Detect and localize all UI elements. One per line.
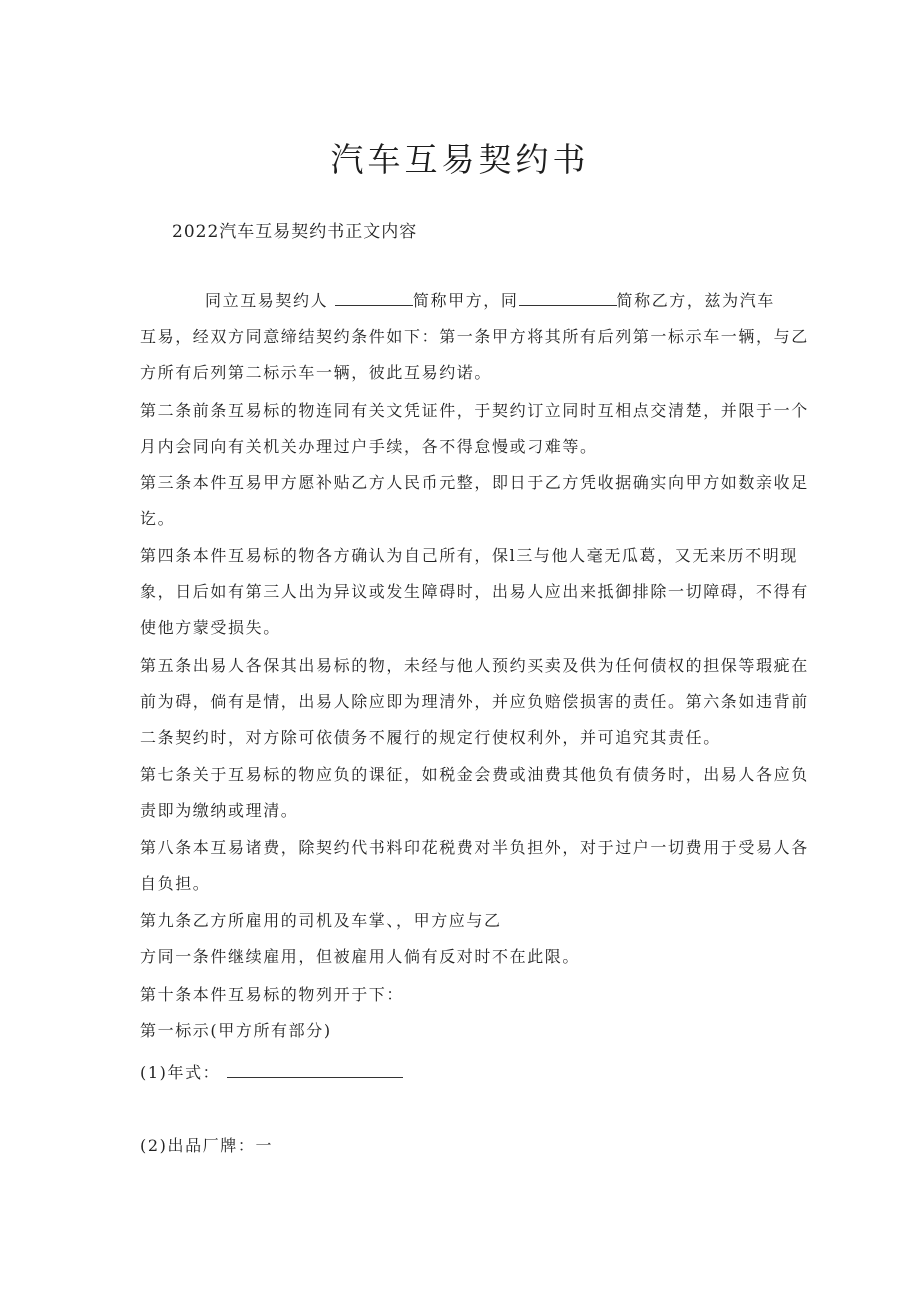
intro-line-3: 方所有后列第二标示车一辆，彼此互易约诺。 [140,363,493,382]
clause-line: 二条契约时，对方除可依债务不履行的规定行使权利外，并可追究其责任。 [140,728,721,747]
clause-line: 使他方蒙受损失。 [140,618,281,637]
clause-line: 第九条乙方所雇用的司机及车掌、，甲方应与乙 [140,911,502,930]
party-a-blank [335,289,413,306]
clause-line: 讫。 [140,509,176,528]
intro-line-1 [205,288,775,311]
intro-line-2: 互易，经双方同意缔结契约条件如下：第一条甲方将其所有后列第一标示车一辆，与乙 [140,327,809,346]
clause-line: 第十条本件互易标的物列开于下： [140,985,405,1004]
clause-line: 前为碍，倘有是情，出易人除应即为理清外，并应负赔偿损害的责任。第六条如违背前 [140,692,809,711]
document-subtitle: 2022汽车互易契约书正文内容 [172,222,418,242]
clause-line: 象，日后如有第三人出为异议或发生障碍时，出易人应出来抵御排除一切障碍，不得有 [140,582,809,601]
clause-line: 自负担。 [140,874,211,893]
field-year-blank [227,1061,403,1078]
intro-text-3: 简称乙方，兹为汽车 [616,291,775,310]
party-b-blank [519,289,617,306]
clause-line: 第五条出易人各保其出易标的物，未经与他人预约买卖及供为任何债权的担保等瑕疵在 [140,656,809,675]
document-title: 汽车互易契约书 [330,140,590,179]
field-year-row [140,1060,403,1083]
clause-line: 第三条本件互易甲方愿补贴乙方人民币元整，即日于乙方凭收据确实向甲方如数亲收足 [140,473,809,492]
clause-line: 方同一条件继续雇用，但被雇用人倘有反对时不在此限。 [140,947,581,966]
field-brand-label: (2)出品厂牌：一 [140,1136,274,1155]
clause-line: 第八条本互易诸费，除契约代书料印花税费对半负担外，对于过户一切费用于受易人各 [140,838,809,857]
clause-line: 责即为缴纳或理清。 [140,801,299,820]
intro-text-1: 同立互易契约人 [205,291,329,310]
clause-line: 第一标示(甲方所有部分) [140,1021,332,1040]
clause-line: 第七条关于互易标的物应负的课征，如税金会费或油费其他负有债务时，出易人各应负 [140,765,809,784]
field-year-label: (1)年式： [140,1063,221,1082]
clause-line: 第二条前条互易标的物连同有关文凭证件，于契约订立同时互相点交清楚，并限于一个 [140,401,809,420]
clause-line: 月内会同向有关机关办理过户手续，各不得怠慢或刁难等。 [140,437,598,456]
intro-text-2: 简称甲方，同 [412,291,519,310]
clause-line: 第四条本件互易标的物各方确认为自己所有，保l三与他人毫无瓜葛，又无来历不明现 [140,546,798,565]
